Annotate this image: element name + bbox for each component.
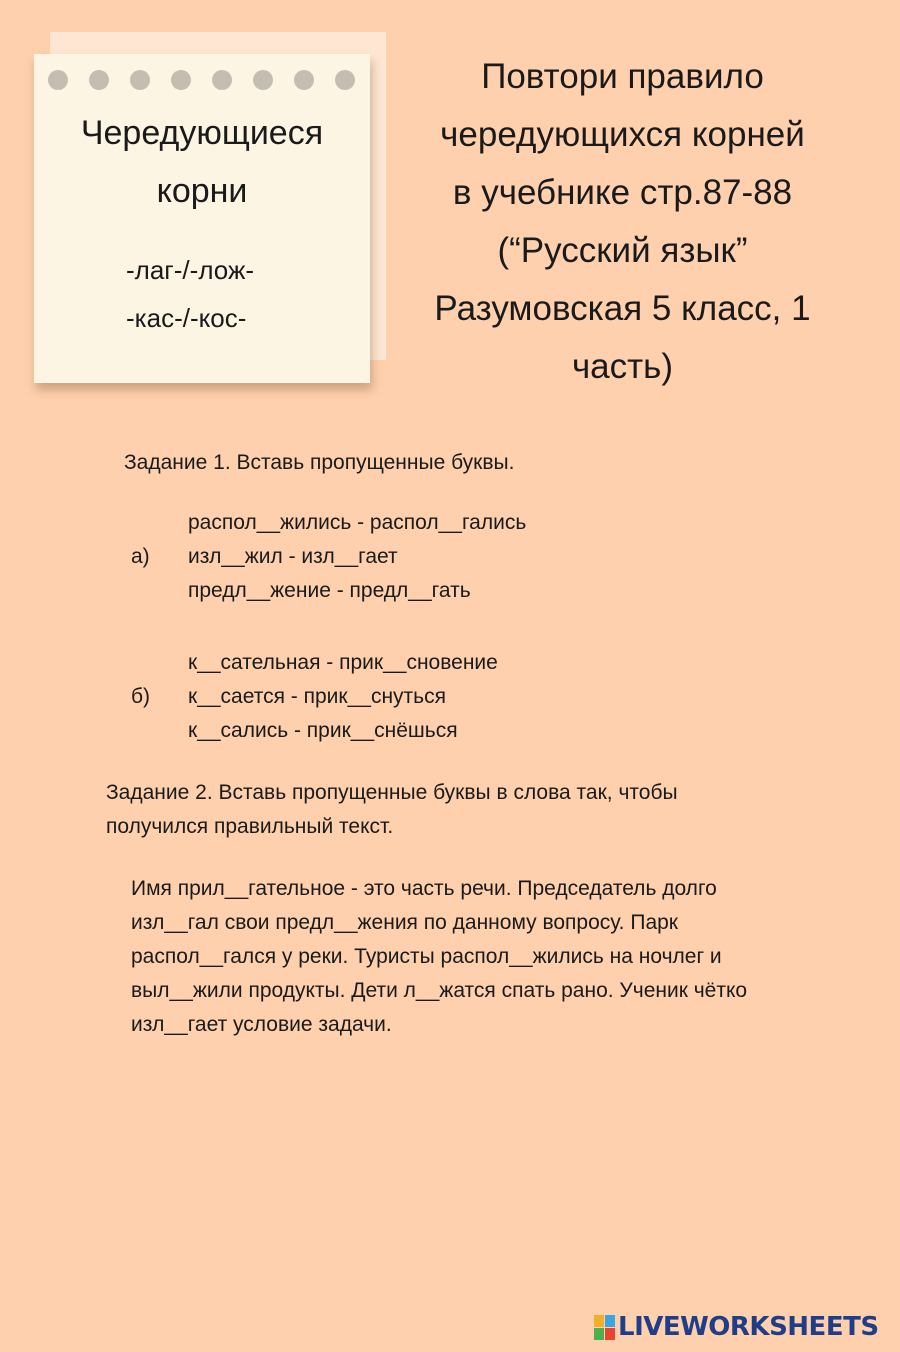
hole-icon [171, 70, 191, 90]
text-line: Имя прил__гательное - это часть речи. Председатель долго [131, 877, 717, 900]
group-b-lines [188, 646, 498, 748]
hole-icon [130, 70, 150, 90]
word-pair: распол__жились - распол__гались [188, 511, 527, 534]
note-holes [48, 70, 355, 90]
root-pair: -лаг-/-лож- [126, 255, 254, 285]
text-line: распол__гался у реки. Туристы распол__жились на ночлег и [131, 945, 722, 968]
heading-line: Повтори правило [481, 57, 764, 96]
task2-title [106, 776, 678, 844]
word-pair: изл__жил - изл__гает [188, 545, 398, 568]
task2-title-line: получился правильный текст. [106, 815, 394, 838]
page-heading [405, 48, 840, 396]
logo-squares-icon [594, 1315, 615, 1340]
heading-line: в учебнике стр.87-88 [452, 173, 793, 212]
note-roots [126, 246, 254, 342]
hole-icon [294, 70, 314, 90]
word-pair: к__сались - прик__снёшься [188, 719, 458, 742]
group-a-lines [188, 506, 526, 608]
hole-icon [212, 70, 232, 90]
task2-text [131, 872, 747, 1042]
hole-icon [48, 70, 68, 90]
note-title-line: Чередующиеся [80, 114, 324, 152]
task1-title: Задание 1. Вставь пропущенные буквы. [124, 451, 515, 474]
word-pair: предл__жение - предл__гать [188, 579, 471, 602]
note-title-line: корни [156, 172, 248, 210]
hole-icon [253, 70, 273, 90]
hole-icon [335, 70, 355, 90]
group-a-marker: а) [131, 545, 150, 568]
word-pair: к__сается - прик__снуться [188, 685, 446, 708]
heading-line: (“Русский язык” [497, 231, 748, 270]
heading-line: часть) [571, 347, 674, 386]
text-line: изл__гал свои предл__жения по данному вопросу. Парк [131, 911, 678, 934]
task2-title-line: Задание 2. Вставь пропущенные буквы в слова так, чтобы [106, 781, 678, 804]
note-title [34, 104, 370, 220]
liveworksheets-logo[interactable] [594, 1312, 879, 1342]
heading-line: Разумовская 5 класс, 1 [434, 289, 811, 328]
hole-icon [89, 70, 109, 90]
word-pair: к__сательная - прик__сновение [188, 651, 498, 674]
group-b-marker: б) [131, 685, 151, 708]
text-line: изл__гает условие задачи. [131, 1013, 392, 1036]
heading-line: чередующихся корней [440, 115, 805, 154]
root-pair: -кас-/-кос- [126, 303, 247, 333]
logo-text: LIVEWORKSHEETS [618, 1312, 879, 1342]
sticky-note [34, 54, 370, 383]
text-line: выл__жили продукты. Дети л__жатся спать рано. Ученик чётко [131, 979, 748, 1002]
